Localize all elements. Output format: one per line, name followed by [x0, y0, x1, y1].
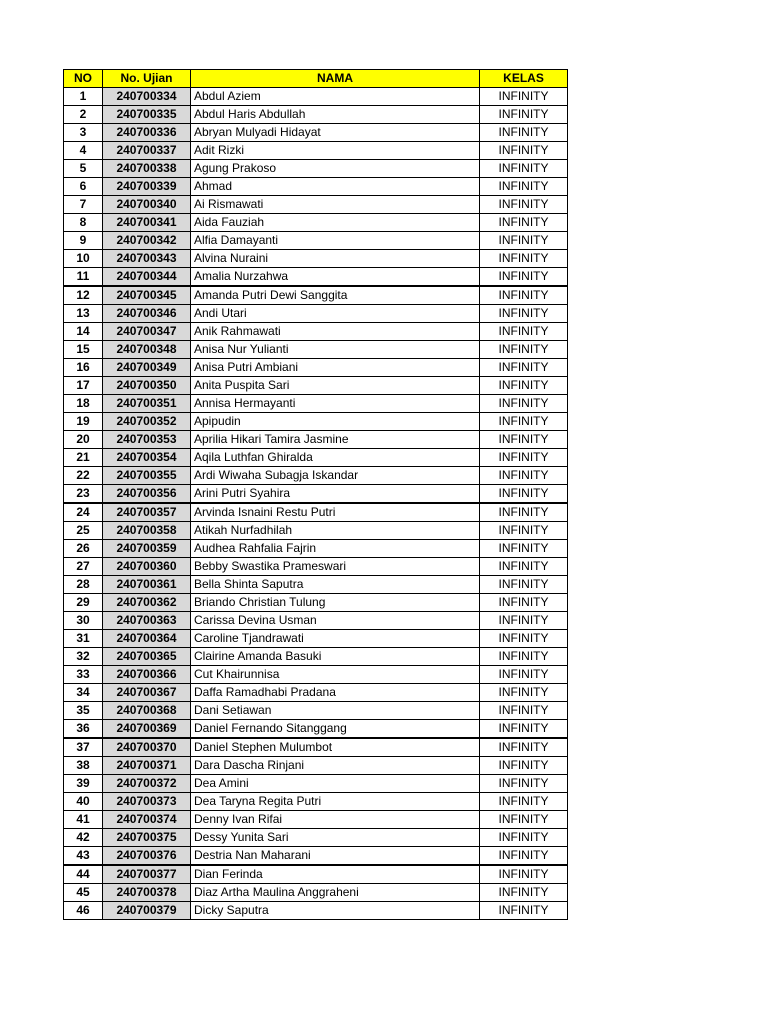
- table-row: [64, 160, 568, 178]
- table-row: [64, 88, 568, 106]
- exam-number-cell: 240700368: [103, 702, 191, 720]
- table-row: [64, 268, 568, 287]
- row-number-cell: 41: [64, 811, 103, 829]
- class-cell: INFINITY: [480, 214, 568, 232]
- row-number-cell: 29: [64, 594, 103, 612]
- student-name-cell: Audhea Rahfalia Fajrin: [191, 540, 480, 558]
- student-name-cell: Destria Nan Maharani: [191, 847, 480, 866]
- class-cell: INFINITY: [480, 467, 568, 485]
- student-name-cell: Anik Rahmawati: [191, 323, 480, 341]
- student-name-cell: Ai Rismawati: [191, 196, 480, 214]
- student-name-cell: Daniel Stephen Mulumbot: [191, 738, 480, 757]
- exam-number-cell: 240700377: [103, 865, 191, 884]
- student-name-cell: Anisa Nur Yulianti: [191, 341, 480, 359]
- row-number-cell: 18: [64, 395, 103, 413]
- row-number-cell: 10: [64, 250, 103, 268]
- table-row: [64, 576, 568, 594]
- class-cell: INFINITY: [480, 196, 568, 214]
- row-number-cell: 30: [64, 612, 103, 630]
- exam-number-cell: 240700364: [103, 630, 191, 648]
- table-row: [64, 522, 568, 540]
- row-number-cell: 27: [64, 558, 103, 576]
- class-cell: INFINITY: [480, 124, 568, 142]
- student-name-cell: Daniel Fernando Sitanggang: [191, 720, 480, 739]
- table-row: [64, 305, 568, 323]
- table-row: [64, 124, 568, 142]
- row-number-cell: 35: [64, 702, 103, 720]
- table-row: [64, 377, 568, 395]
- student-name-cell: Dara Dascha Rinjani: [191, 757, 480, 775]
- table-row: [64, 775, 568, 793]
- exam-number-cell: 240700361: [103, 576, 191, 594]
- class-cell: INFINITY: [480, 178, 568, 196]
- row-number-cell: 32: [64, 648, 103, 666]
- student-name-cell: Carissa Devina Usman: [191, 612, 480, 630]
- exam-number-cell: 240700375: [103, 829, 191, 847]
- class-cell: INFINITY: [480, 829, 568, 847]
- table-row: [64, 142, 568, 160]
- row-number-cell: 5: [64, 160, 103, 178]
- class-cell: INFINITY: [480, 485, 568, 504]
- student-name-cell: Anisa Putri Ambiani: [191, 359, 480, 377]
- class-cell: INFINITY: [480, 250, 568, 268]
- row-number-cell: 14: [64, 323, 103, 341]
- class-cell: INFINITY: [480, 377, 568, 395]
- exam-number-cell: 240700336: [103, 124, 191, 142]
- exam-number-cell: 240700369: [103, 720, 191, 739]
- table-row: [64, 232, 568, 250]
- table-row: [64, 847, 568, 866]
- class-cell: INFINITY: [480, 142, 568, 160]
- row-number-cell: 37: [64, 738, 103, 757]
- table-row: [64, 865, 568, 884]
- class-cell: INFINITY: [480, 865, 568, 884]
- exam-number-cell: 240700370: [103, 738, 191, 757]
- table-row: [64, 395, 568, 413]
- exam-number-cell: 240700359: [103, 540, 191, 558]
- student-name-cell: Abdul Haris Abdullah: [191, 106, 480, 124]
- student-name-cell: Denny Ivan Rifai: [191, 811, 480, 829]
- student-name-cell: Alvina Nuraini: [191, 250, 480, 268]
- class-cell: INFINITY: [480, 775, 568, 793]
- exam-number-cell: 240700365: [103, 648, 191, 666]
- student-name-cell: Daffa Ramadhabi Pradana: [191, 684, 480, 702]
- row-number-cell: 9: [64, 232, 103, 250]
- class-cell: INFINITY: [480, 684, 568, 702]
- row-number-cell: 45: [64, 884, 103, 902]
- table-row: [64, 178, 568, 196]
- exam-number-cell: 240700358: [103, 522, 191, 540]
- column-header-name: NAMA: [191, 70, 480, 88]
- row-number-cell: 7: [64, 196, 103, 214]
- student-name-cell: Amalia Nurzahwa: [191, 268, 480, 287]
- table-row: [64, 612, 568, 630]
- table-row: [64, 630, 568, 648]
- row-number-cell: 21: [64, 449, 103, 467]
- row-number-cell: 44: [64, 865, 103, 884]
- student-name-cell: Bella Shinta Saputra: [191, 576, 480, 594]
- class-cell: INFINITY: [480, 702, 568, 720]
- exam-number-cell: 240700353: [103, 431, 191, 449]
- student-name-cell: Dessy Yunita Sari: [191, 829, 480, 847]
- column-header-exam-number: No. Ujian: [103, 70, 191, 88]
- class-cell: INFINITY: [480, 503, 568, 522]
- student-name-cell: Arini Putri Syahira: [191, 485, 480, 504]
- table-row: [64, 811, 568, 829]
- student-name-cell: Alfia Damayanti: [191, 232, 480, 250]
- exam-number-cell: 240700346: [103, 305, 191, 323]
- student-name-cell: Clairine Amanda Basuki: [191, 648, 480, 666]
- exam-number-cell: 240700351: [103, 395, 191, 413]
- row-number-cell: 19: [64, 413, 103, 431]
- table-row: [64, 684, 568, 702]
- class-cell: INFINITY: [480, 738, 568, 757]
- exam-number-cell: 240700366: [103, 666, 191, 684]
- class-cell: INFINITY: [480, 884, 568, 902]
- exam-number-cell: 240700352: [103, 413, 191, 431]
- table-row: [64, 503, 568, 522]
- row-number-cell: 13: [64, 305, 103, 323]
- row-number-cell: 12: [64, 286, 103, 305]
- table-row: [64, 720, 568, 739]
- student-name-cell: Dicky Saputra: [191, 902, 480, 920]
- table-row: [64, 594, 568, 612]
- exam-number-cell: 240700367: [103, 684, 191, 702]
- row-number-cell: 28: [64, 576, 103, 594]
- student-name-cell: Diaz Artha Maulina Anggraheni: [191, 884, 480, 902]
- exam-number-cell: 240700345: [103, 286, 191, 305]
- student-exam-table: [63, 69, 568, 920]
- row-number-cell: 39: [64, 775, 103, 793]
- exam-number-cell: 240700355: [103, 467, 191, 485]
- exam-number-cell: 240700354: [103, 449, 191, 467]
- exam-number-cell: 240700349: [103, 359, 191, 377]
- student-name-cell: Annisa Hermayanti: [191, 395, 480, 413]
- table-row: [64, 558, 568, 576]
- table-row: [64, 540, 568, 558]
- class-cell: INFINITY: [480, 720, 568, 739]
- exam-number-cell: 240700363: [103, 612, 191, 630]
- student-name-cell: Adit Rizki: [191, 142, 480, 160]
- student-name-cell: Briando Christian Tulung: [191, 594, 480, 612]
- exam-number-cell: 240700340: [103, 196, 191, 214]
- row-number-cell: 11: [64, 268, 103, 287]
- student-name-cell: Atikah Nurfadhilah: [191, 522, 480, 540]
- exam-number-cell: 240700334: [103, 88, 191, 106]
- student-name-cell: Andi Utari: [191, 305, 480, 323]
- table-row: [64, 884, 568, 902]
- class-cell: INFINITY: [480, 395, 568, 413]
- exam-number-cell: 240700347: [103, 323, 191, 341]
- row-number-cell: 1: [64, 88, 103, 106]
- column-header-no: NO: [64, 70, 103, 88]
- student-name-cell: Agung Prakoso: [191, 160, 480, 178]
- table-row: [64, 449, 568, 467]
- student-name-cell: Anita Puspita Sari: [191, 377, 480, 395]
- class-cell: INFINITY: [480, 160, 568, 178]
- student-name-cell: Cut Khairunnisa: [191, 666, 480, 684]
- table-row: [64, 341, 568, 359]
- table-row: [64, 413, 568, 431]
- table-row: [64, 359, 568, 377]
- row-number-cell: 42: [64, 829, 103, 847]
- exam-number-cell: 240700360: [103, 558, 191, 576]
- row-number-cell: 2: [64, 106, 103, 124]
- row-number-cell: 15: [64, 341, 103, 359]
- class-cell: INFINITY: [480, 648, 568, 666]
- row-number-cell: 26: [64, 540, 103, 558]
- exam-number-cell: 240700376: [103, 847, 191, 866]
- class-cell: INFINITY: [480, 106, 568, 124]
- exam-number-cell: 240700337: [103, 142, 191, 160]
- row-number-cell: 24: [64, 503, 103, 522]
- exam-number-cell: 240700339: [103, 178, 191, 196]
- exam-number-cell: 240700371: [103, 757, 191, 775]
- row-number-cell: 33: [64, 666, 103, 684]
- table-row: [64, 702, 568, 720]
- exam-number-cell: 240700362: [103, 594, 191, 612]
- row-number-cell: 16: [64, 359, 103, 377]
- table-row: [64, 793, 568, 811]
- student-name-cell: Ardi Wiwaha Subagja Iskandar: [191, 467, 480, 485]
- row-number-cell: 4: [64, 142, 103, 160]
- class-cell: INFINITY: [480, 594, 568, 612]
- student-name-cell: Dani Setiawan: [191, 702, 480, 720]
- row-number-cell: 20: [64, 431, 103, 449]
- row-number-cell: 25: [64, 522, 103, 540]
- row-number-cell: 3: [64, 124, 103, 142]
- table-row: [64, 648, 568, 666]
- class-cell: INFINITY: [480, 359, 568, 377]
- exam-number-cell: 240700357: [103, 503, 191, 522]
- class-cell: INFINITY: [480, 305, 568, 323]
- class-cell: INFINITY: [480, 268, 568, 287]
- exam-number-cell: 240700343: [103, 250, 191, 268]
- exam-number-cell: 240700356: [103, 485, 191, 504]
- class-cell: INFINITY: [480, 413, 568, 431]
- exam-number-cell: 240700350: [103, 377, 191, 395]
- row-number-cell: 46: [64, 902, 103, 920]
- class-cell: INFINITY: [480, 323, 568, 341]
- table-row: [64, 902, 568, 920]
- column-header-class: KELAS: [480, 70, 568, 88]
- row-number-cell: 8: [64, 214, 103, 232]
- class-cell: INFINITY: [480, 576, 568, 594]
- header-row: [64, 70, 568, 88]
- exam-number-cell: 240700378: [103, 884, 191, 902]
- table-row: [64, 196, 568, 214]
- student-name-cell: Aprilia Hikari Tamira Jasmine: [191, 431, 480, 449]
- student-name-cell: Caroline Tjandrawati: [191, 630, 480, 648]
- student-name-cell: Bebby Swastika Prameswari: [191, 558, 480, 576]
- table-row: [64, 323, 568, 341]
- row-number-cell: 31: [64, 630, 103, 648]
- table-row: [64, 829, 568, 847]
- exam-number-cell: 240700335: [103, 106, 191, 124]
- table-row: [64, 106, 568, 124]
- class-cell: INFINITY: [480, 341, 568, 359]
- student-name-cell: Dian Ferinda: [191, 865, 480, 884]
- class-cell: INFINITY: [480, 540, 568, 558]
- exam-number-cell: 240700379: [103, 902, 191, 920]
- table-body: [64, 88, 568, 920]
- exam-number-cell: 240700338: [103, 160, 191, 178]
- student-name-cell: Dea Taryna Regita Putri: [191, 793, 480, 811]
- row-number-cell: 17: [64, 377, 103, 395]
- exam-number-cell: 240700342: [103, 232, 191, 250]
- class-cell: INFINITY: [480, 811, 568, 829]
- student-name-cell: Ahmad: [191, 178, 480, 196]
- exam-number-cell: 240700374: [103, 811, 191, 829]
- exam-number-cell: 240700372: [103, 775, 191, 793]
- class-cell: INFINITY: [480, 847, 568, 866]
- row-number-cell: 40: [64, 793, 103, 811]
- exam-number-cell: 240700341: [103, 214, 191, 232]
- row-number-cell: 22: [64, 467, 103, 485]
- table-row: [64, 286, 568, 305]
- row-number-cell: 43: [64, 847, 103, 866]
- table-row: [64, 738, 568, 757]
- row-number-cell: 34: [64, 684, 103, 702]
- table-header: [64, 70, 568, 88]
- class-cell: INFINITY: [480, 449, 568, 467]
- class-cell: INFINITY: [480, 88, 568, 106]
- table-row: [64, 485, 568, 504]
- row-number-cell: 36: [64, 720, 103, 739]
- class-cell: INFINITY: [480, 757, 568, 775]
- student-name-cell: Abryan Mulyadi Hidayat: [191, 124, 480, 142]
- class-cell: INFINITY: [480, 630, 568, 648]
- class-cell: INFINITY: [480, 431, 568, 449]
- table-row: [64, 666, 568, 684]
- class-cell: INFINITY: [480, 612, 568, 630]
- row-number-cell: 23: [64, 485, 103, 504]
- student-name-cell: Aida Fauziah: [191, 214, 480, 232]
- student-name-cell: Arvinda Isnaini Restu Putri: [191, 503, 480, 522]
- row-number-cell: 6: [64, 178, 103, 196]
- row-number-cell: 38: [64, 757, 103, 775]
- table-row: [64, 757, 568, 775]
- table-row: [64, 250, 568, 268]
- student-name-cell: Abdul Aziem: [191, 88, 480, 106]
- class-cell: INFINITY: [480, 902, 568, 920]
- table-row: [64, 214, 568, 232]
- exam-number-cell: 240700344: [103, 268, 191, 287]
- exam-number-cell: 240700373: [103, 793, 191, 811]
- class-cell: INFINITY: [480, 232, 568, 250]
- class-cell: INFINITY: [480, 666, 568, 684]
- class-cell: INFINITY: [480, 522, 568, 540]
- exam-number-cell: 240700348: [103, 341, 191, 359]
- class-cell: INFINITY: [480, 558, 568, 576]
- student-name-cell: Aqila Luthfan Ghiralda: [191, 449, 480, 467]
- table-row: [64, 467, 568, 485]
- student-name-cell: Apipudin: [191, 413, 480, 431]
- student-name-cell: Amanda Putri Dewi Sanggita: [191, 286, 480, 305]
- class-cell: INFINITY: [480, 793, 568, 811]
- class-cell: INFINITY: [480, 286, 568, 305]
- table-row: [64, 431, 568, 449]
- student-name-cell: Dea Amini: [191, 775, 480, 793]
